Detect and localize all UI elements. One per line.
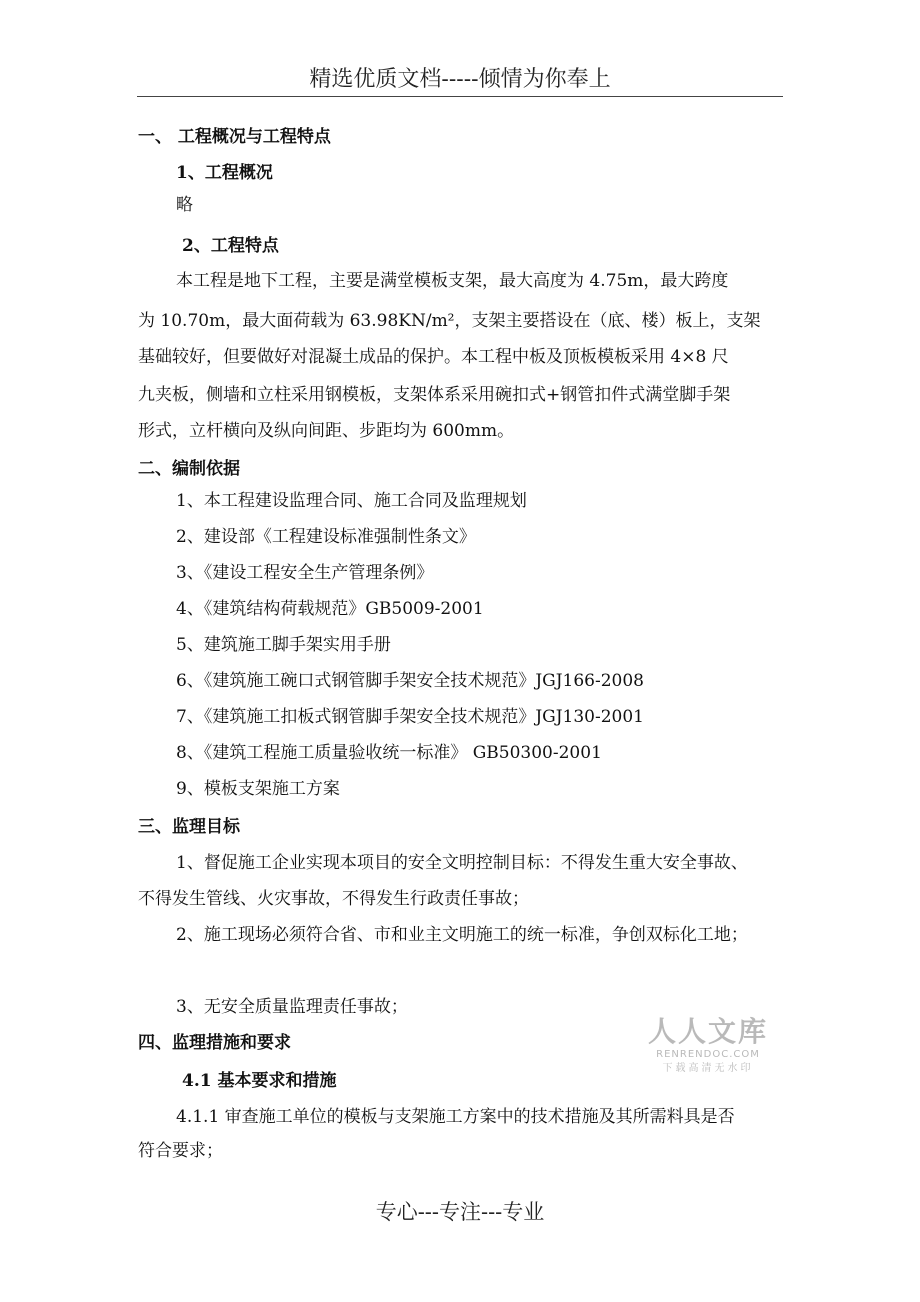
- paragraph-line: 符合要求；: [138, 1141, 223, 1161]
- paragraph-line: 4.1.1 审查施工单位的模板与支架施工方案中的技术措施及其所需料具是否: [176, 1107, 735, 1127]
- paragraph-line: 形式，立杆横向及纵向间距、步距均为 600mm。: [138, 421, 515, 441]
- page-footer: 专心---专注---专业: [375, 1200, 545, 1224]
- paragraph-line: 3、无安全质量监理责任事故；: [176, 997, 408, 1017]
- paragraph-line: 1、督促施工企业实现本项目的安全文明控制目标：不得发生重大安全事故、: [176, 853, 748, 873]
- section-1-heading: 一、 工程概况与工程特点: [138, 127, 331, 147]
- watermark-subtitle: 下载高清无水印: [662, 1063, 754, 1074]
- subsection-1-2-heading: 2、工程特点: [182, 236, 279, 256]
- paragraph-line: 本工程是地下工程，主要是满堂模板支架，最大高度为 4.75m，最大跨度: [176, 271, 729, 291]
- watermark-logo: [640, 1016, 776, 1076]
- section-3-heading: 三、监理目标: [138, 817, 240, 837]
- list-item: 9、模板支架施工方案: [176, 779, 340, 799]
- subsection-1-1-body: 略: [176, 195, 193, 215]
- section-4-heading: 四、监理措施和要求: [138, 1033, 291, 1053]
- list-item: 2、建设部《工程建设标准强制性条文》: [176, 527, 476, 547]
- paragraph-line: 为 10.70m，最大面荷载为 63.98KN/m²，支架主要搭设在（底、楼）板上，支架: [138, 311, 761, 331]
- subsection-4-1-heading: 4.1 基本要求和措施: [182, 1071, 337, 1091]
- list-item: 7、《建筑施工扣板式钢管脚手架安全技术规范》JGJ130-2001: [176, 707, 644, 727]
- paragraph-line: 不得发生管线、火灾事故，不得发生行政责任事故；: [138, 889, 529, 909]
- list-item: 8、《建筑工程施工质量验收统一标准》 GB50300-2001: [176, 743, 602, 763]
- paragraph-line: 基础较好，但要做好对混凝土成品的保护。本工程中板及顶板模板采用 4×8 尺: [138, 347, 729, 367]
- list-item: 6、《建筑施工碗口式钢管脚手架安全技术规范》JGJ166-2008: [176, 671, 644, 691]
- header-divider: [137, 96, 783, 97]
- page-header: 精选优质文档-----倾情为你奉上: [309, 67, 611, 92]
- watermark-domain: RENRENDOC.COM: [656, 1049, 760, 1060]
- list-item: 1、本工程建设监理合同、施工合同及监理规划: [176, 491, 527, 511]
- paragraph-line: 2、施工现场必须符合省、市和业主文明施工的统一标准，争创双标化工地；: [176, 925, 748, 945]
- paragraph-line: 九夹板，侧墙和立柱采用钢模板，支架体系采用碗扣式+钢管扣件式满堂脚手架: [138, 385, 731, 405]
- watermark-title: 人人文库: [647, 1015, 768, 1048]
- section-2-heading: 二、编制依据: [138, 459, 240, 479]
- subsection-1-1-heading: 1、工程概况: [176, 163, 273, 183]
- list-item: 4、《建筑结构荷载规范》GB5009-2001: [176, 599, 484, 619]
- list-item: 5、建筑施工脚手架实用手册: [176, 635, 391, 655]
- list-item: 3、《建设工程安全生产管理条例》: [176, 563, 434, 583]
